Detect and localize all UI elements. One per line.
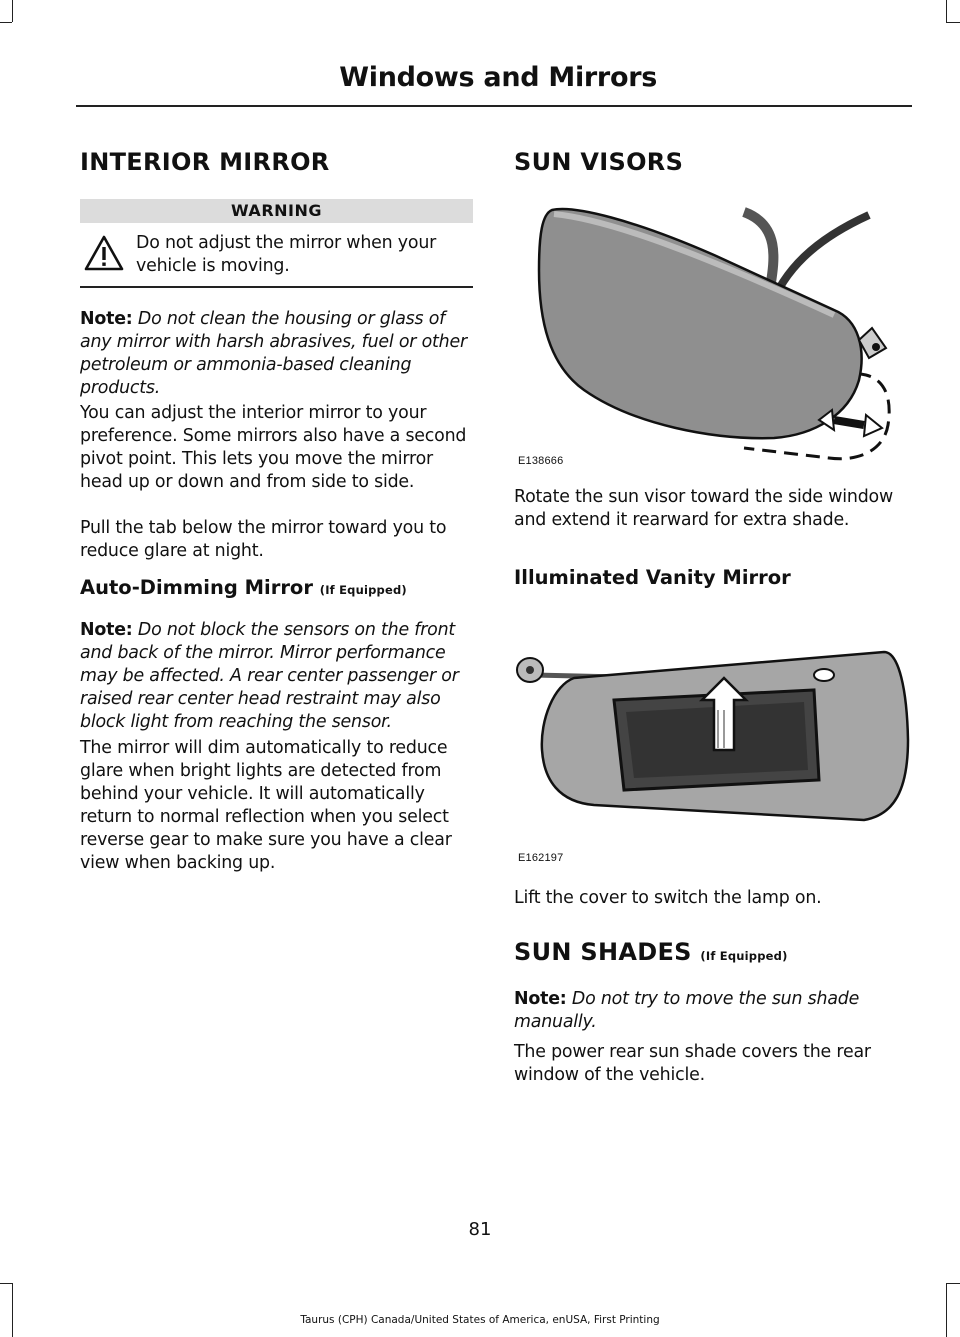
crop-mark-bottom-left-h: [0, 1283, 12, 1284]
page-number: 81: [468, 1219, 492, 1240]
paragraph-auto-dim: The mirror will dim automatically to reduce glare when bright lights are detected from behind your vehicle. It will automatically return to normal reflection when you select reverse gear to make sure you have a clear view when backing up.: [80, 738, 452, 873]
vanity-mirror-figure: [514, 630, 910, 850]
note-text: Do not clean the housing or glass of any mirror with harsh abrasives, fuel or other petroleum or ammonia-based cleaning products.: [80, 309, 467, 398]
crop-mark-bottom-right-h: [946, 1283, 960, 1284]
crop-mark-bottom-right: [946, 1283, 947, 1337]
figure-code-sun-visor: E138666: [518, 455, 564, 467]
vanity-mirror-heading: Illuminated Vanity Mirror: [514, 566, 791, 589]
note-label: Note:: [80, 309, 133, 329]
sun-shades-title: SUN SHADES: [514, 938, 692, 966]
paragraph-lift-cover: Lift the cover to switch the lamp on.: [514, 888, 822, 908]
crop-mark-top-left-h: [0, 22, 12, 23]
sun-visor-figure: [514, 200, 910, 470]
crop-mark-top-left: [12, 0, 13, 22]
paragraph-adjust: You can adjust the interior mirror to your preference. Some mirrors also have a second pivot point. This lets you move the mirror head up or down and from side to side.: [80, 403, 467, 492]
note-housing: [80, 308, 477, 400]
crop-mark-top-right: [946, 0, 947, 22]
sun-shades-heading: [514, 938, 788, 966]
note-text: Do not try to move the sun shade manually.: [514, 989, 860, 1032]
note-label: Note:: [80, 620, 133, 640]
note-text: Do not block the sensors on the front and back of the mirror. Mirror performance may be affected. A rear center passenger or raised rear center head restraint may also block light from reaching the sensor.: [80, 620, 459, 732]
paragraph-rotate: Rotate the sun visor toward the side window and extend it rearward for extra shade.: [514, 487, 894, 530]
page-header-title: Windows and Mirrors: [339, 62, 657, 93]
header-rule: [76, 105, 912, 107]
note-sun-shade: [514, 988, 910, 1034]
warning-rule: [80, 286, 473, 288]
warning-text: Do not adjust the mirror when your vehicle is moving.: [136, 233, 437, 276]
footer-text: Taurus (CPH) Canada/United States of America, enUSA, First Printing: [300, 1314, 660, 1326]
paragraph-pull-tab: Pull the tab below the mirror toward you to reduce glare at night.: [80, 518, 447, 561]
warning-label: WARNING: [80, 199, 473, 223]
interior-mirror-heading: INTERIOR MIRROR: [80, 148, 330, 176]
sun-visors-heading: SUN VISORS: [514, 148, 684, 176]
note-sensors: [80, 619, 477, 734]
warning-triangle-icon: [84, 235, 124, 271]
if-equipped-tag: (If Equipped): [700, 949, 788, 963]
crop-mark-bottom-left: [12, 1283, 13, 1337]
paragraph-power-sun-shade: The power rear sun shade covers the rear window of the vehicle.: [514, 1042, 871, 1085]
figure-code-vanity-mirror: E162197: [518, 852, 564, 864]
note-label: Note:: [514, 989, 567, 1009]
if-equipped-tag: (If Equipped): [319, 583, 407, 597]
crop-mark-top-right-h: [946, 22, 960, 23]
auto-dimming-heading: [80, 576, 407, 599]
auto-dimming-title: Auto-Dimming Mirror: [80, 576, 313, 599]
